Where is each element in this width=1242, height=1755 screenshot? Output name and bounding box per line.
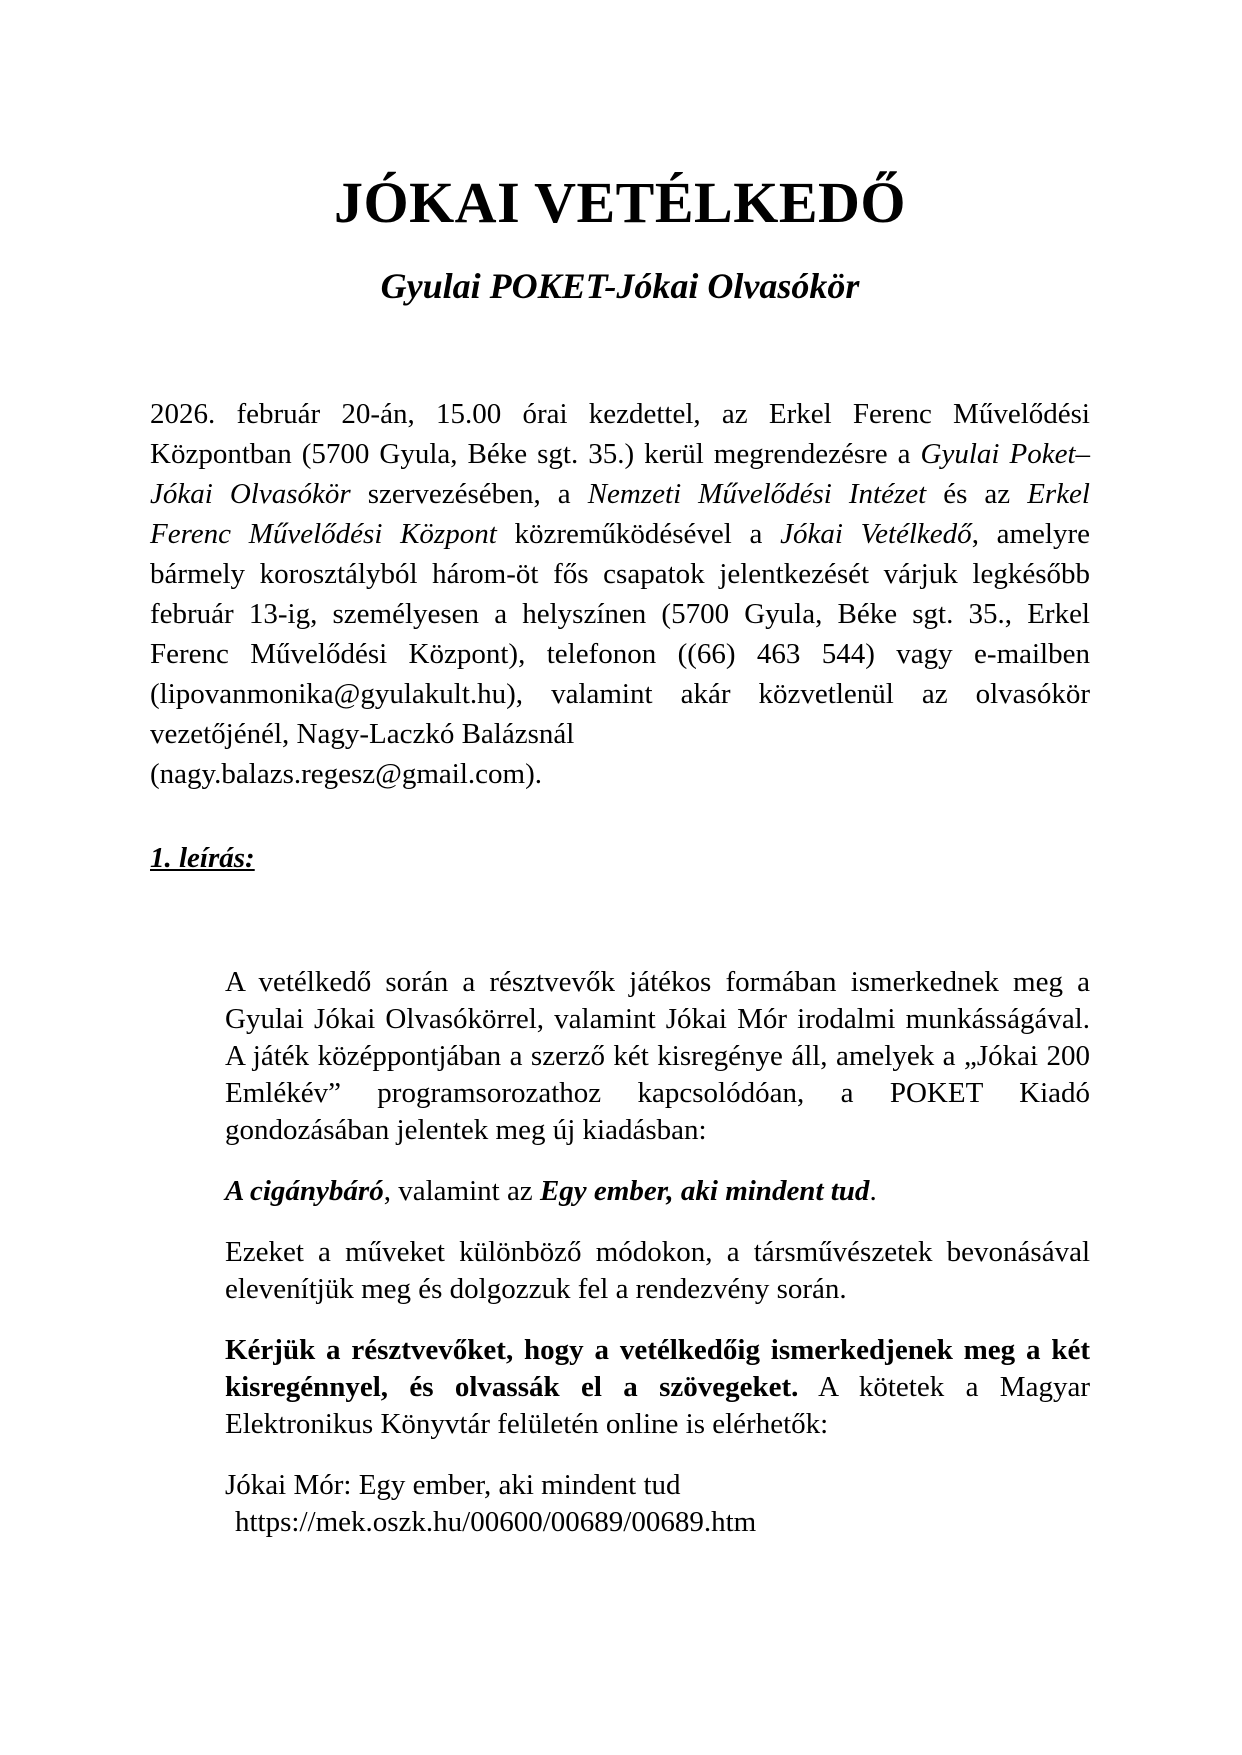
book-link-title: Jókai Mór: Egy ember, aki mindent tud [225,1469,681,1501]
section-heading [150,840,1090,876]
description-block [225,964,1090,1541]
document-subtitle: Gyulai POKET-Jókai Olvasókör [380,266,860,306]
document-title: JÓKAI VETÉLKEDŐ [333,170,907,235]
description-paragraph-methods: Ezeket a műveket különböző módokon, a társművészetek bevonásával elevenítjük meg és dolgozzuk fel a rendezvény során. [225,1236,1090,1305]
book-titles-line: A cigánybáró, valamint az Egy ember, aki mindent tud. [225,1175,877,1207]
section-heading-text: 1. leírás: [150,842,255,874]
book-link-block [225,1467,1090,1541]
call-to-read-paragraph: Kérjük a résztvevőket, hogy a vetélkedőig ismerkedjenek meg a két kisregénnyel, és olvassák el a szövegeket. A kötetek a Magyar Elektronikus Könyvtár felületén online is elérhetők: [225,1334,1090,1440]
book-link-url: https://mek.oszk.hu/00600/00689/00689.htm [235,1506,757,1538]
intro-paragraph: 2026. február 20-án, 15.00 órai kezdettel, az Erkel Ferenc Művelődési Központban (5700 Gyula, Béke sgt. 35.) kerül megrendezésre a Gyulai Poket–Jókai Olvasókör szervezésében, a Nemzeti Művelődési Intézet és az Erkel Ferenc Művelődési Központ közreműködésével a Jókai Vetélkedő, amelyre bármely korosztályból három-öt fős csapatok jelentkezését várjuk legkésőbb február 13-ig, személyesen a helyszínen (5700 Gyula, Béke sgt. 35., Erkel Ferenc Művelődési Központ), telefonon ((66) 463 544) vagy e-mailben (lipovanmonika@gyulakult.hu), valamint akár közvetlenül az olvasókör vezetőjénél, Nagy-Laczkó Balázsnál (nagy.balazs.regesz@gmail.com). [150,398,1091,790]
description-paragraph-overview: A vetélkedő során a résztvevők játékos formában ismerkednek meg a Gyulai Jókai Olvasókörrel, valamint Jókai Mór irodalmi munkásságával. A játék középpontjában a szerző két kisregénye áll, amelyek a „Jókai 200 Emlékév” programsorozathoz kapcsolódóan, a POKET Kiadó gondozásában jelentek meg új kiadásban: [225,966,1090,1146]
